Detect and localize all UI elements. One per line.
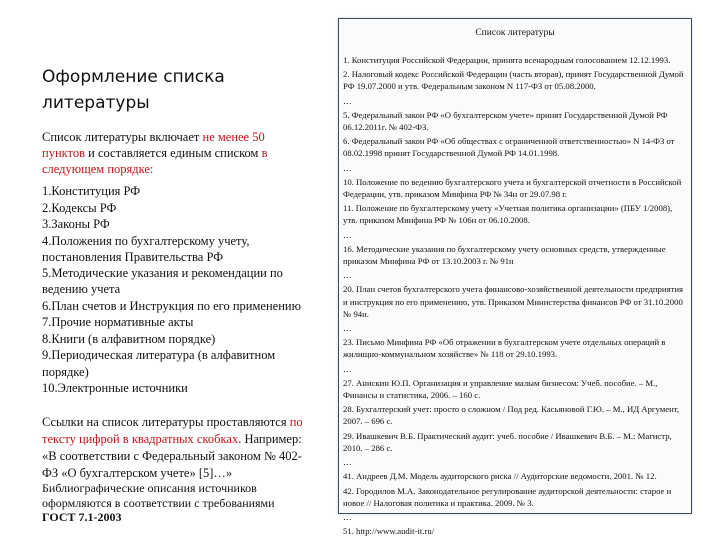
bibliography-entry: 6. Федеральный закон РФ «Об обществах с ограниченной ответственностью» N 14-ФЗ от 08.02.1998 принят Государственной Думой РФ 14.01.1998. <box>343 136 675 159</box>
intro-text: Список литературы включает <box>42 130 203 144</box>
bibliography-entry: 16. Методические указания по бухгалтерскому учету основных средств, утвержденные приказом Минфина РФ от 13.10.2003 г. № 91н <box>343 243 666 267</box>
bibliography-entry: 28. Бухгалтерский учет: просто о сложном / Под ред. Касьяновой Г.Ю. – М., ИД Аргумент, 2007. – 696 с. <box>343 404 680 427</box>
intro-highlight: в следующем порядке: <box>42 146 268 176</box>
references-paragraph <box>42 414 304 482</box>
bibliography-entry: … <box>343 95 352 106</box>
bibliography-entry: 41. Андреев Д.М. Модель аудиторского риска // Аудиторские ведомости. 2001. № 12. <box>343 471 657 482</box>
refs-text: Ссылки на список литературы проставляются <box>42 415 290 429</box>
bibliography-entry: 42. Городилов М.А. Законодательное регулирование аудиторской деятельности: старое и новое // Налоговая политика и практика. 2009. № 3. <box>343 485 672 508</box>
list-item: 8.Книги (в алфавитном порядке) <box>42 331 216 346</box>
gost-standard: ГОСТ 7.1-2003 <box>42 510 122 524</box>
list-item: 3.Законы РФ <box>42 217 110 231</box>
bibliography-entry: … <box>343 323 352 334</box>
bibliography-entry: 1. Конституция Российской Федерации, принята всенародным голосованием 12.12.1993. <box>343 55 671 65</box>
bibliography-entry: … <box>343 229 352 240</box>
box-title: Список литературы <box>475 28 555 38</box>
bibliography-entries <box>343 54 685 537</box>
intro-text: и составляется единым списком <box>85 146 262 160</box>
bibliography-entry: 5. Федеральный закон РФ «О бухгалтерском учете» принят Государственной Думой РФ 06.12.2011г. № 402-ФЗ. <box>343 109 668 133</box>
list-item: 1.Конституция РФ <box>42 184 141 198</box>
bibliography-entry: … <box>343 511 352 522</box>
bibliography-entry: 20. План счетов бухгалтерского учета финансово-хозяйственной деятельности предприятия и инструкция по его применению, утв. Приказом Министерства финансов РФ от 31.10.2000 № 94н. <box>343 284 683 319</box>
bibliography-entry: 11. Положение по бухгалтерскому учету «Учетная политика организации» (ПБУ 1/2008), утв. приказом Минфина РФ № 106н от 06.10.2008. <box>343 203 673 226</box>
bibliography-entry: 23. Письмо Минфина РФ «Об отражении в бухгалтерском учете отдельных операций в жилищно-коммунальном хозяйстве» № 118 от 29.10.1993. <box>343 337 666 360</box>
bibliography-entry: … <box>343 270 352 281</box>
list-item: 7.Прочие нормативные акты <box>42 315 194 330</box>
list-item: 6.План счетов и Инструкция по его применению <box>42 298 301 313</box>
order-list <box>42 183 304 397</box>
slide-title: Оформление списка литературы <box>42 67 225 113</box>
bibliography-entry: 10. Положение по ведению бухгалтерского учета и бухгалтерской отчетности в Российской Федерации, утв. приказом Минфина РФ № 34н от 29.07.98 г. <box>343 176 682 200</box>
bibliography-entry: … <box>343 457 352 468</box>
list-item: 2.Кодексы РФ <box>42 200 117 215</box>
bibliography-entry: 29. Ивашкевич В.Б. Практический аудит: учеб. пособие / Ивашкевич В.Б. – М.: Магистр, 2010. – 286 с. <box>343 430 672 453</box>
list-item: 5.Методические указания и рекомендации по ведению учета <box>42 266 283 297</box>
bibliography-entry: 51. http://www.audit-it.ru/ <box>343 526 435 537</box>
bibliography-example-box <box>338 18 692 537</box>
list-item: 9.Периодическая литература (в алфавитном порядке) <box>42 348 276 379</box>
biblio-paragraph <box>42 481 304 525</box>
bibliography-entry: 2. Налоговый кодекс Российской Федерации (часть вторая), принят Государственной Думой РФ 19.07.2000 и утв. Федеральным законом N 117-ФЗ от 05.08.2000. <box>343 69 684 92</box>
refs-highlight: по тексту цифрой в квадратных скобках <box>42 415 303 446</box>
bibliography-entry: … <box>343 162 352 173</box>
list-item: 4.Положения по бухгалтерскому учету, постановления Правительства РФ <box>42 233 250 264</box>
refs-text: . Например: «В соответствии с Федеральный законом № 402-ФЗ «О бухгалтерском учете» [5]…» <box>42 432 302 480</box>
biblio-text: Библиографические описания источников оформляются в соответствии с требованиями <box>42 481 275 510</box>
bibliography-entry: 27. Анискин Ю.П. Организация и управление малым бизнесом: Учеб. пособие. – М., Финансы и статистика, 2006. – 160 с. <box>343 377 658 401</box>
bibliography-entry: … <box>343 363 352 374</box>
intro-highlight: не менее 50 пунктов <box>42 130 265 160</box>
list-item: 10.Электронные источники <box>42 381 188 396</box>
intro-paragraph <box>42 129 304 177</box>
